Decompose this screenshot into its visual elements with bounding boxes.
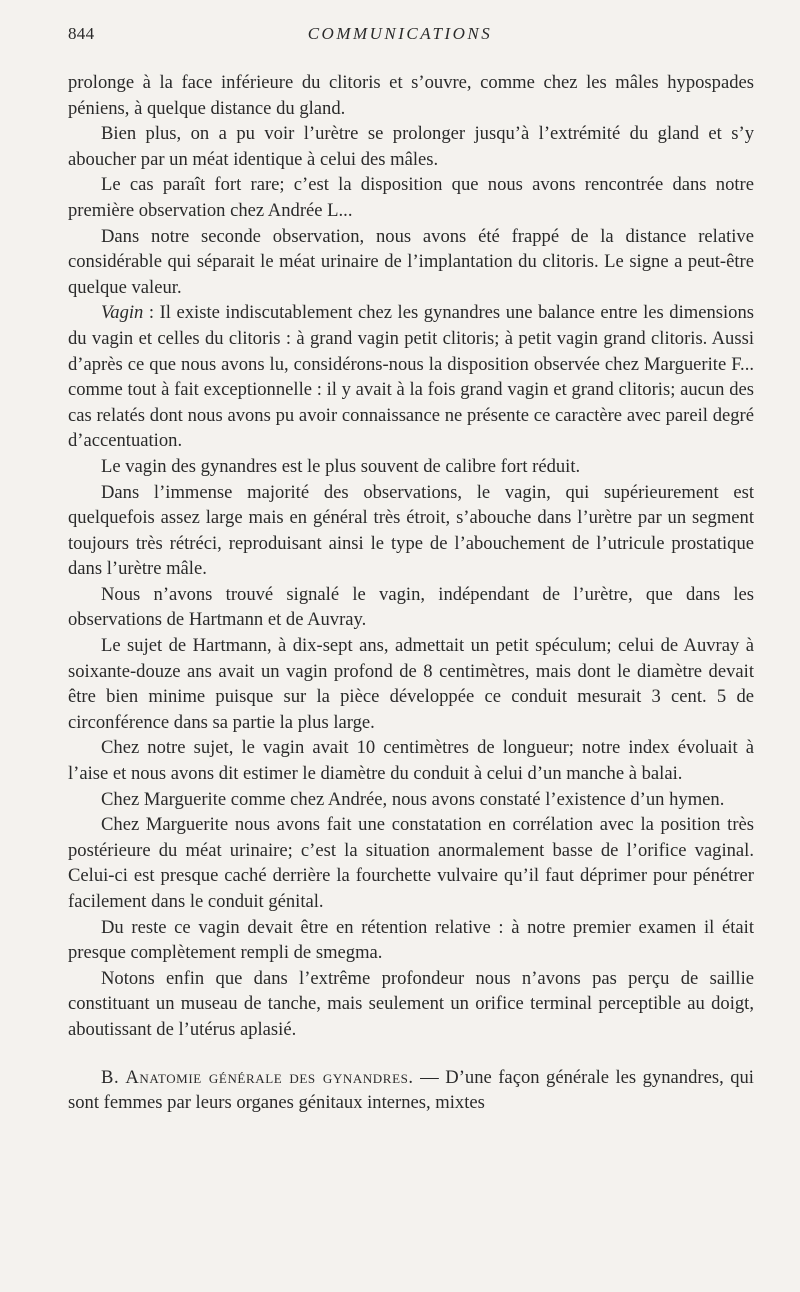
paragraph: Nous n’avons trouvé signalé le vagin, indépendant de l’urètre, que dans les observations de Hartmann et de Auvray. xyxy=(68,583,754,631)
paragraph: prolonge à la face inférieure du clitoris et s’ouvre, comme chez les mâles hypospades péniens, à quelque distance du gland. xyxy=(68,72,754,119)
running-head: COMMUNICATIONS xyxy=(307,24,493,43)
paragraph-lead: Vagin xyxy=(101,302,144,324)
paragraph: Dans l’immense majorité des observations, le vagin, qui supérieurement est quelquefois assez large mais en général très étroit, s’abouche dans l’urètre par un segment toujours très rétréci, reproduisant ainsi le type de l’abouchement de l’utricule prostatique dans l’urètre mâle. xyxy=(68,481,754,580)
section-heading: B. Anatomie générale des gynandres. xyxy=(101,1066,414,1088)
paragraph: Chez Marguerite nous avons fait une constatation en corrélation avec la position très postérieure du méat urinaire; c’est la situation anormalement basse de l’orifice vaginal. Celui-ci est presque caché derrière la fourchette vulvaire qu’il faut déprimer pour pénétrer facilement dans le conduit génital. xyxy=(68,814,754,912)
section-text: — D’une façon générale les gynandres, qui sont femmes par leurs organes génitaux internes, mixtes xyxy=(68,1066,754,1114)
paragraph-text: : Il existe indiscutablement chez les gynandres une balance entre les dimensions du vagin et celles du clitoris : à grand vagin petit clitoris; à petit vagin grand clitoris. Aussi d’après ce que nous avons lu, considérons-nous la disposition observée chez Marguerite F... comme tout à fait exceptionnelle : il y avait à la fois grand vagin et grand clitoris; aucun des cas relatés dont nous avons pu avoir connaissance ne présente ce caractère avec pareil degré d’accentuation. xyxy=(68,302,754,452)
section-paragraph xyxy=(68,1065,754,1116)
paragraph: Le cas paraît fort rare; c’est la disposition que nous avons rencontrée dans notre première observation chez Andrée L... xyxy=(68,174,754,221)
paragraph: Du reste ce vagin devait être en rétention relative : à notre premier examen il était presque complètement rempli de smegma. xyxy=(68,916,754,964)
paragraph: Bien plus, on a pu voir l’urètre se prolonger jusqu’à l’extrémité du gland et s’y aboucher par un méat identique à celui des mâles. xyxy=(68,123,754,170)
paragraph: Dans notre seconde observation, nous avons été frappé de la distance relative considérable qui séparait le méat urinaire de l’implantation du clitoris. Le signe a peut-être quelque valeur. xyxy=(68,225,754,298)
page-header xyxy=(0,24,800,48)
body-text xyxy=(68,70,754,1116)
page-number: 844 xyxy=(68,24,95,43)
paragraph: Le vagin des gynandres est le plus souvent de calibre fort réduit. xyxy=(101,455,581,477)
paragraph-vagin xyxy=(68,300,754,454)
paragraph: Chez Marguerite comme chez Andrée, nous avons constaté l’existence d’un hymen. xyxy=(101,788,725,810)
paragraph: Le sujet de Hartmann, à dix-sept ans, admettait un petit spéculum; celui de Auvray à soixante-douze ans avait un vagin profond de 8 centimètres, mais dont le diamètre devait être bien minime puisque sur la pièce développée ce conduit mesurait 3 cent. 5 de circonférence dans sa partie la plus large. xyxy=(68,635,754,733)
paragraph: Notons enfin que dans l’extrême profondeur nous n’avons pas perçu de saillie constituant un museau de tanche, mais seulement un orifice terminal perceptible au doigt, aboutissant de l’utérus aplasié. xyxy=(68,967,754,1040)
paragraph: Chez notre sujet, le vagin avait 10 centimètres de longueur; notre index évoluait à l’aise et nous avons dit estimer le diamètre du conduit à celui d’un manche à balai. xyxy=(68,737,754,785)
